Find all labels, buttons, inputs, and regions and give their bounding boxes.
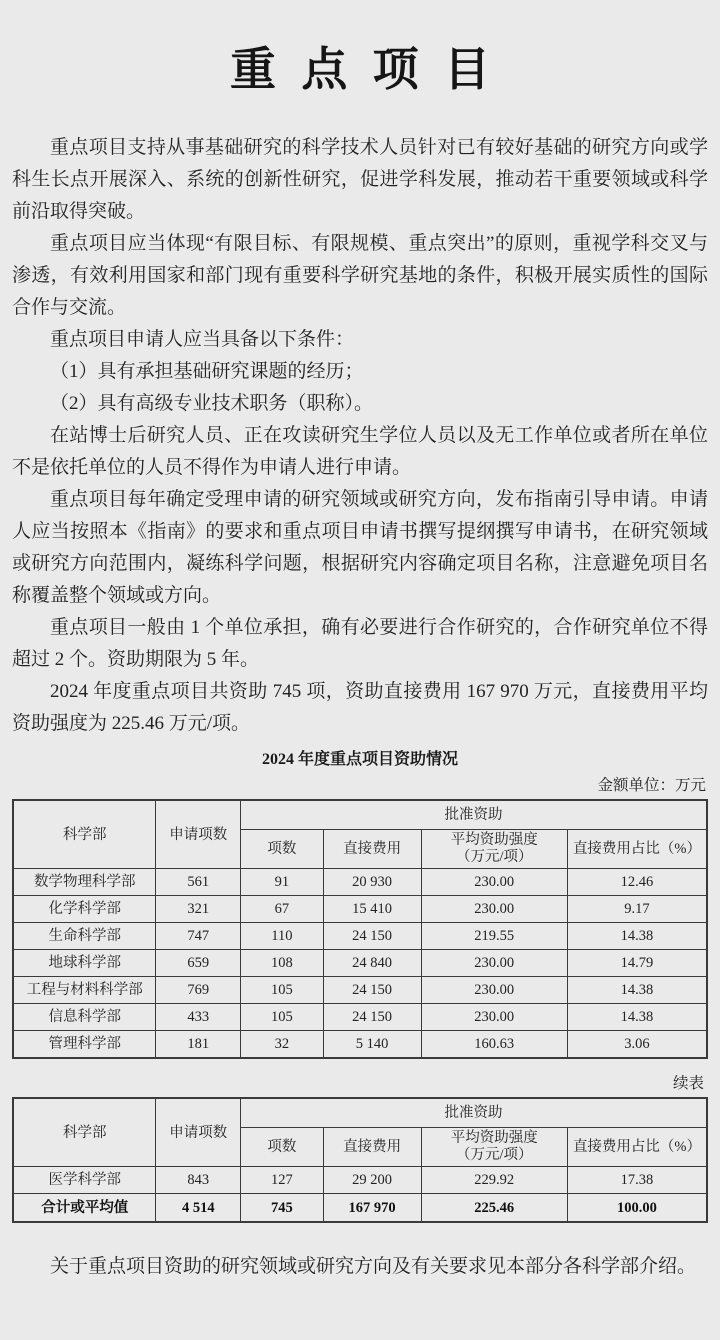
closing-text [12, 1251, 708, 1283]
cell-direct-cost-pct: 9.17 [567, 896, 707, 923]
col-header-item-count: 项数 [241, 1128, 324, 1167]
table-row [13, 1004, 707, 1031]
cell-direct-cost: 5 140 [323, 1031, 421, 1059]
cell-avg-intensity: 230.00 [421, 869, 567, 896]
col-header-direct-cost: 直接费用 [323, 1128, 421, 1167]
col-header-direct-cost: 直接费用 [323, 830, 421, 869]
cell-direct-cost-pct: 14.38 [567, 977, 707, 1004]
paragraph: 在站博士后研究人员、正在攻读研究生学位人员以及无工作单位或者所在单位不是依托单位的人员不得作为申请人进行申请。 [12, 425, 708, 478]
cell-dept: 生命科学部 [13, 923, 156, 950]
funding-table-1 [12, 799, 708, 1059]
cell-direct-cost: 24 840 [323, 950, 421, 977]
cell-apply-count: 747 [156, 923, 241, 950]
cell-apply-count: 561 [156, 869, 241, 896]
cell-dept: 地球科学部 [13, 950, 156, 977]
cell-direct-cost: 20 930 [323, 869, 421, 896]
cell-direct-cost: 15 410 [323, 896, 421, 923]
table-row [13, 1031, 707, 1059]
cell-dept: 数学物理科学部 [13, 869, 156, 896]
cell-direct-cost: 24 150 [323, 923, 421, 950]
paragraph: 关于重点项目资助的研究领域或研究方向及有关要求见本部分各科学部介绍。 [50, 1256, 697, 1277]
cell-item-count: 105 [241, 1004, 324, 1031]
cell-total-label: 合计或平均值 [13, 1194, 156, 1223]
list-item-1: （1）具有承担基础研究课题的经历； [50, 361, 364, 382]
paragraph: 重点项目应当体现“有限目标、有限规模、重点突出”的原则，重视学科交叉与渗透，有效利用国家和部门现有重要科学研究基地的条件，积极开展实质性的国际合作与交流。 [12, 233, 708, 318]
cell-avg-intensity: 225.46 [421, 1194, 567, 1223]
cell-direct-cost: 167 970 [323, 1194, 421, 1223]
table-row [13, 869, 707, 896]
cell-avg-intensity: 160.63 [421, 1031, 567, 1059]
cell-avg-intensity: 230.00 [421, 1004, 567, 1031]
col-header-item-count: 项数 [241, 830, 324, 869]
cell-apply-count: 181 [156, 1031, 241, 1059]
table-row [13, 896, 707, 923]
col-header-apply-count: 申请项数 [156, 800, 241, 869]
cell-avg-intensity: 219.55 [421, 923, 567, 950]
col-header-dept: 科学部 [13, 1098, 156, 1167]
cell-item-count: 745 [241, 1194, 324, 1223]
funding-table-2 [12, 1097, 708, 1223]
col-header-dept: 科学部 [13, 800, 156, 869]
table-row [13, 923, 707, 950]
cell-item-count: 91 [241, 869, 324, 896]
avg-intensity-line2: （万元/项） [455, 849, 533, 865]
cell-apply-count: 843 [156, 1167, 241, 1194]
body-text [12, 132, 708, 740]
list-item-2: （2）具有高级专业技术职务（职称）。 [50, 393, 374, 414]
cell-item-count: 67 [241, 896, 324, 923]
cell-direct-cost-pct: 14.38 [567, 923, 707, 950]
cell-dept: 医学科学部 [13, 1167, 156, 1194]
cell-direct-cost-pct: 14.79 [567, 950, 707, 977]
cell-dept: 化学科学部 [13, 896, 156, 923]
cell-apply-count: 659 [156, 950, 241, 977]
cell-direct-cost: 24 150 [323, 977, 421, 1004]
cell-dept: 信息科学部 [13, 1004, 156, 1031]
avg-intensity-line1: 平均资助强度 [450, 1130, 538, 1146]
col-header-approved-group: 批准资助 [241, 1098, 707, 1128]
table-row [13, 1167, 707, 1194]
cell-dept: 工程与材料科学部 [13, 977, 156, 1004]
cell-avg-intensity: 230.00 [421, 896, 567, 923]
cell-item-count: 105 [241, 977, 324, 1004]
continued-table-label: 续表 [672, 1075, 704, 1092]
cell-direct-cost: 29 200 [323, 1167, 421, 1194]
cell-direct-cost-pct: 100.00 [567, 1194, 707, 1223]
cell-item-count: 127 [241, 1167, 324, 1194]
cell-item-count: 32 [241, 1031, 324, 1059]
cell-avg-intensity: 230.00 [421, 950, 567, 977]
cell-direct-cost-pct: 3.06 [567, 1031, 707, 1059]
cell-avg-intensity: 230.00 [421, 977, 567, 1004]
cell-direct-cost: 24 150 [323, 1004, 421, 1031]
page-title: 重点项目 [230, 44, 516, 95]
cell-apply-count: 769 [156, 977, 241, 1004]
col-header-direct-cost-pct: 直接费用占比（%） [567, 1128, 707, 1167]
document-page [0, 40, 720, 1283]
col-header-approved-group: 批准资助 [241, 800, 707, 830]
col-header-avg-intensity [421, 830, 567, 869]
table-row [13, 977, 707, 1004]
cell-item-count: 108 [241, 950, 324, 977]
cell-apply-count: 433 [156, 1004, 241, 1031]
paragraph: 重点项目申请人应当具备以下条件： [50, 329, 355, 350]
col-header-direct-cost-pct: 直接费用占比（%） [567, 830, 707, 869]
paragraph: 2024 年度重点项目共资助 745 项，资助直接费用 167 970 万元，直接费用平均资助强度为 225.46 万元/项。 [12, 681, 708, 734]
cell-item-count: 110 [241, 923, 324, 950]
table-total-row [13, 1194, 707, 1223]
paragraph: 重点项目每年确定受理申请的研究领域或研究方向，发布指南引导申请。申请人应当按照本《指南》的要求和重点项目申请书撰写提纲撰写申请书，在研究领域或研究方向范围内，凝练科学问题，根据研究内容确定项目名称，注意避免项目名称覆盖整个领域或方向。 [12, 489, 708, 606]
paragraph: 重点项目一般由 1 个单位承担，确有必要进行合作研究的，合作研究单位不得超过 2 个。资助期限为 5 年。 [12, 617, 708, 670]
cell-avg-intensity: 229.92 [421, 1167, 567, 1194]
cell-apply-count: 321 [156, 896, 241, 923]
cell-direct-cost-pct: 12.46 [567, 869, 707, 896]
table-row [13, 950, 707, 977]
cell-dept: 管理科学部 [13, 1031, 156, 1059]
avg-intensity-line2: （万元/项） [455, 1147, 533, 1163]
cell-direct-cost-pct: 14.38 [567, 1004, 707, 1031]
avg-intensity-line1: 平均资助强度 [450, 832, 538, 848]
unit-note: 金额单位：万元 [597, 777, 706, 794]
col-header-apply-count: 申请项数 [156, 1098, 241, 1167]
cell-apply-count: 4 514 [156, 1194, 241, 1223]
paragraph: 重点项目支持从事基础研究的科学技术人员针对已有较好基础的研究方向或学科生长点开展深入、系统的创新性研究，促进学科发展，推动若干重要领域或科学前沿取得突破。 [12, 137, 708, 222]
table-title: 2024 年度重点项目资助情况 [261, 751, 458, 768]
col-header-avg-intensity [421, 1128, 567, 1167]
cell-direct-cost-pct: 17.38 [567, 1167, 707, 1194]
